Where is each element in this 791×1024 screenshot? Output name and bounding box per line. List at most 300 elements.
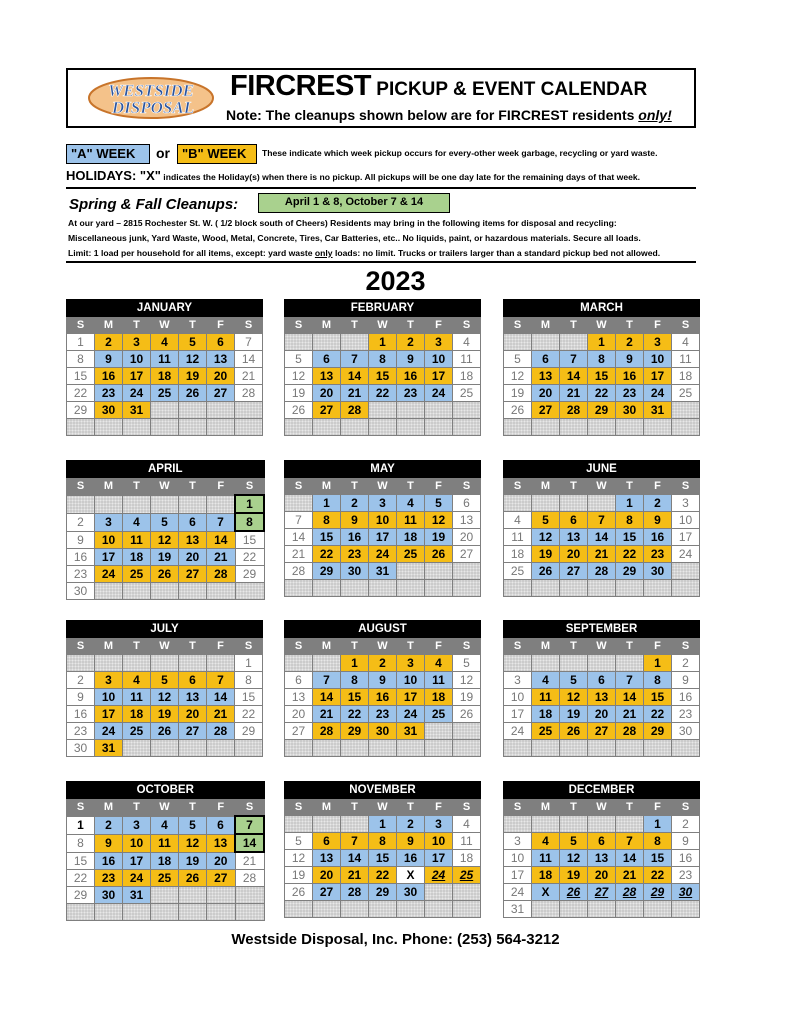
empty-cell (207, 495, 236, 513)
cleanup-dates-badge: April 1 & 8, October 7 & 14 (258, 193, 450, 213)
day-number: 5 (295, 834, 302, 848)
day-number: 18 (678, 369, 693, 383)
day-number: 26 (431, 547, 446, 561)
day-cell (207, 672, 235, 689)
day-number: 5 (435, 496, 442, 510)
weekday-header: S (504, 478, 532, 495)
weekday-header: S (285, 478, 313, 495)
day-number: 19 (459, 690, 474, 704)
day-number: 29 (242, 567, 257, 581)
day-cell (313, 833, 341, 850)
day-number: 3 (105, 673, 112, 687)
day-cell (672, 706, 700, 723)
day-cell (235, 672, 263, 689)
day-number: 1 (598, 335, 605, 349)
day-number: 17 (101, 550, 116, 564)
day-number: 10 (129, 836, 144, 850)
day-number: 21 (214, 550, 228, 564)
day-number: 28 (594, 564, 609, 578)
day-cell (616, 563, 644, 580)
day-number: 17 (678, 530, 693, 544)
day-number: 30 (73, 584, 88, 598)
day-cell (179, 672, 207, 689)
day-cell (425, 816, 453, 833)
day-cell (616, 529, 644, 546)
day-cell (235, 531, 264, 549)
day-number: 22 (242, 550, 257, 564)
empty-cell (67, 655, 95, 672)
day-number: 21 (622, 707, 637, 721)
day-number: 21 (319, 707, 334, 721)
day-cell (532, 833, 560, 850)
day-number: 5 (161, 673, 168, 687)
day-number: 9 (379, 673, 386, 687)
day-number: 13 (538, 369, 553, 383)
day-number: 2 (407, 817, 414, 831)
weekday-header: S (672, 638, 700, 655)
day-cell (207, 706, 235, 723)
day-cell (151, 870, 179, 887)
day-cell (588, 706, 616, 723)
day-number: 19 (431, 530, 446, 544)
weekday-header: T (397, 799, 425, 816)
day-number: 7 (351, 352, 358, 366)
day-cell (67, 689, 95, 706)
day-cell (532, 385, 560, 402)
day-number: 24 (129, 386, 144, 400)
day-number: 23 (622, 386, 637, 400)
day-number: 1 (246, 497, 253, 511)
day-number: 6 (463, 496, 470, 510)
day-number: 31 (129, 888, 144, 902)
empty-cell (397, 419, 425, 436)
empty-cell (588, 419, 616, 436)
day-number: 27 (319, 885, 334, 899)
day-cell (397, 850, 425, 867)
day-cell (369, 546, 397, 563)
day-cell (235, 706, 263, 723)
weekday-header: T (341, 799, 369, 816)
day-cell (285, 351, 313, 368)
empty-cell (207, 740, 235, 757)
day-cell (151, 816, 179, 834)
day-cell (67, 385, 95, 402)
day-number: 25 (510, 564, 525, 578)
day-number: 16 (403, 369, 418, 383)
day-number: 2 (351, 496, 358, 510)
day-cell (235, 816, 264, 834)
empty-cell (532, 816, 560, 833)
day-cell (672, 334, 700, 351)
day-cell (235, 655, 263, 672)
day-number: 9 (105, 352, 112, 366)
day-cell (369, 833, 397, 850)
empty-cell (207, 583, 236, 600)
day-number: 24 (510, 724, 525, 738)
weekday-header: T (616, 638, 644, 655)
day-number: 14 (594, 530, 609, 544)
day-cell (532, 546, 560, 563)
day-cell (313, 689, 341, 706)
weekday-header: T (179, 317, 207, 334)
day-number: 26 (185, 871, 200, 885)
day-number: 28 (319, 724, 334, 738)
empty-cell (453, 563, 481, 580)
day-cell (453, 495, 481, 512)
weekday-header: W (588, 317, 616, 334)
day-cell (425, 850, 453, 867)
empty-cell (151, 740, 179, 757)
day-number: 8 (379, 834, 386, 848)
day-number: 23 (73, 724, 88, 738)
day-cell (123, 513, 151, 531)
day-number: 28 (347, 885, 362, 899)
day-cell (616, 850, 644, 867)
day-cell (560, 706, 588, 723)
day-cell (644, 655, 672, 672)
day-cell (453, 351, 481, 368)
day-cell (207, 513, 236, 531)
day-number: 23 (678, 868, 693, 882)
day-cell (672, 850, 700, 867)
weekday-header: T (397, 478, 425, 495)
day-cell (123, 689, 151, 706)
weekday-header: W (151, 799, 179, 817)
day-cell (369, 351, 397, 368)
day-cell (453, 706, 481, 723)
empty-cell (504, 495, 532, 512)
day-cell (123, 334, 151, 351)
day-cell (313, 672, 341, 689)
day-number: 19 (510, 386, 525, 400)
day-number: 18 (157, 369, 172, 383)
day-number: 17 (510, 707, 525, 721)
empty-cell (285, 901, 313, 918)
day-cell (532, 850, 560, 867)
day-cell (67, 870, 95, 887)
empty-cell (313, 740, 341, 757)
day-number: 4 (542, 673, 549, 687)
empty-cell (179, 402, 207, 419)
day-cell (341, 655, 369, 672)
cleanup-note (226, 107, 672, 123)
day-cell (207, 531, 236, 549)
day-cell (644, 512, 672, 529)
day-cell (235, 495, 264, 513)
weekday-header: W (588, 478, 616, 495)
day-number: 18 (157, 853, 172, 868)
empty-cell (397, 740, 425, 757)
day-number: 24 (101, 724, 116, 738)
day-number: 8 (323, 513, 330, 527)
day-cell (453, 385, 481, 402)
day-cell (313, 546, 341, 563)
day-cell (397, 334, 425, 351)
day-cell (151, 566, 179, 583)
weekday-header: W (151, 638, 179, 655)
day-cell (285, 529, 313, 546)
day-number: 14 (622, 690, 637, 704)
day-number: 25 (129, 567, 144, 581)
day-number: 9 (682, 673, 689, 687)
day-number: 10 (129, 352, 144, 366)
day-number: 13 (213, 836, 228, 850)
month-name: JULY (67, 621, 263, 638)
empty-cell (532, 740, 560, 757)
day-cell (672, 529, 700, 546)
day-number: 8 (351, 673, 358, 687)
weekday-header: F (425, 638, 453, 655)
day-cell (285, 368, 313, 385)
empty-cell (313, 419, 341, 436)
day-number: 28 (214, 567, 228, 581)
day-cell (532, 706, 560, 723)
day-number: 17 (403, 690, 418, 704)
day-number: 1 (379, 817, 386, 831)
day-number: 24 (129, 871, 144, 885)
weekday-header: W (151, 317, 179, 334)
empty-cell (560, 580, 588, 597)
day-number: 13 (319, 369, 334, 383)
empty-cell (588, 740, 616, 757)
day-number: 21 (622, 868, 637, 882)
day-cell (453, 867, 481, 884)
day-number: 17 (510, 868, 525, 882)
day-cell (151, 672, 179, 689)
day-cell (95, 368, 123, 385)
day-cell (95, 816, 123, 834)
day-cell (644, 706, 672, 723)
day-cell (341, 672, 369, 689)
day-number: 25 (403, 547, 418, 561)
day-cell (560, 512, 588, 529)
weekday-header: S (504, 638, 532, 655)
day-cell (397, 655, 425, 672)
empty-cell (560, 334, 588, 351)
day-cell (341, 850, 369, 867)
empty-cell (504, 740, 532, 757)
day-cell (369, 563, 397, 580)
day-cell (588, 385, 616, 402)
day-cell (313, 351, 341, 368)
day-cell (588, 512, 616, 529)
day-number: 15 (242, 533, 257, 547)
empty-cell (672, 419, 700, 436)
day-cell (151, 513, 179, 531)
weekday-header: T (616, 799, 644, 816)
day-cell (672, 546, 700, 563)
weekday-header: S (453, 799, 481, 816)
day-cell (504, 867, 532, 884)
day-cell (95, 334, 123, 351)
day-cell (644, 334, 672, 351)
day-cell (341, 385, 369, 402)
day-number: 13 (566, 530, 581, 544)
weekday-header: S (285, 799, 313, 816)
day-cell (616, 546, 644, 563)
weekday-header: S (453, 478, 481, 495)
empty-cell (369, 419, 397, 436)
day-number: 7 (626, 834, 633, 848)
day-cell (588, 850, 616, 867)
day-number: 8 (246, 515, 253, 529)
weekday-header: S (453, 638, 481, 655)
day-number: 11 (511, 530, 524, 544)
day-cell (207, 549, 236, 566)
day-cell (179, 852, 207, 870)
day-number: 6 (217, 818, 224, 832)
day-number: 11 (432, 673, 445, 687)
day-cell (425, 512, 453, 529)
day-number: 20 (213, 369, 228, 383)
day-number: 8 (245, 673, 252, 687)
day-cell (151, 368, 179, 385)
day-cell (504, 385, 532, 402)
day-cell (588, 884, 616, 901)
day-number: 12 (566, 690, 581, 704)
day-number: 23 (375, 707, 390, 721)
day-cell (453, 672, 481, 689)
weekday-header: F (644, 478, 672, 495)
day-cell (644, 351, 672, 368)
day-number: 26 (566, 885, 581, 899)
day-cell (95, 834, 123, 852)
weekday-header: T (341, 317, 369, 334)
day-cell (588, 334, 616, 351)
day-number: 19 (157, 550, 172, 564)
empty-cell (313, 816, 341, 833)
day-cell (341, 529, 369, 546)
day-number: 23 (678, 707, 693, 721)
weekday-header: T (397, 638, 425, 655)
weekday-header: M (532, 799, 560, 816)
day-number: 18 (403, 530, 418, 544)
day-cell (95, 549, 123, 566)
empty-cell (504, 816, 532, 833)
month-february (284, 299, 481, 436)
weekday-header: S (67, 638, 95, 655)
empty-cell (672, 740, 700, 757)
day-cell (425, 672, 453, 689)
day-number: 12 (291, 851, 306, 865)
weekday-header: T (560, 317, 588, 334)
weekday-header: S (285, 638, 313, 655)
day-number: 13 (213, 352, 228, 366)
page-title (230, 70, 647, 103)
day-number: 4 (161, 818, 168, 832)
day-cell (588, 563, 616, 580)
day-cell (504, 546, 532, 563)
day-number: 11 (539, 690, 552, 704)
day-number: 12 (157, 690, 172, 704)
empty-cell (207, 904, 236, 921)
empty-cell (425, 723, 453, 740)
day-cell (616, 495, 644, 512)
day-number: 6 (323, 352, 330, 366)
day-number: 15 (650, 851, 665, 865)
day-cell (207, 870, 236, 887)
day-cell (532, 867, 560, 884)
day-number: 14 (242, 836, 257, 850)
day-cell (644, 546, 672, 563)
day-cell (453, 334, 481, 351)
day-cell (560, 833, 588, 850)
day-cell (560, 529, 588, 546)
empty-cell (235, 887, 264, 904)
day-number: 6 (323, 834, 330, 848)
day-number: 3 (435, 817, 442, 831)
day-number: X (406, 868, 415, 882)
empty-cell (179, 904, 207, 921)
title-fircrest: FIRCREST (230, 70, 371, 102)
day-number: 30 (375, 724, 390, 738)
day-cell (453, 529, 481, 546)
day-number: 5 (570, 834, 577, 848)
day-cell (453, 655, 481, 672)
day-cell (644, 495, 672, 512)
day-number: 8 (77, 836, 84, 850)
day-number: 19 (566, 868, 581, 882)
day-number: 10 (678, 513, 693, 527)
day-cell (644, 689, 672, 706)
day-number: 1 (379, 335, 386, 349)
day-cell (453, 512, 481, 529)
day-cell (588, 546, 616, 563)
day-cell (532, 563, 560, 580)
day-cell (95, 385, 123, 402)
day-cell (313, 495, 341, 512)
day-number: 16 (650, 530, 665, 544)
day-number: 15 (347, 690, 362, 704)
weekday-header: S (67, 478, 95, 496)
day-cell (313, 368, 341, 385)
empty-cell (235, 740, 263, 757)
day-number: 31 (510, 902, 525, 916)
day-number: 22 (594, 386, 609, 400)
day-cell (560, 672, 588, 689)
day-number: 20 (291, 707, 306, 721)
day-number: 12 (510, 369, 525, 383)
limit-only: only (314, 248, 333, 258)
day-cell (285, 512, 313, 529)
day-cell (313, 402, 341, 419)
day-cell (588, 867, 616, 884)
weekday-header: F (644, 799, 672, 816)
day-number: 18 (538, 868, 553, 882)
month-june (503, 460, 700, 597)
day-number: 12 (566, 851, 581, 865)
empty-cell (207, 887, 236, 904)
day-cell (504, 563, 532, 580)
day-cell (285, 689, 313, 706)
day-number: 15 (650, 690, 665, 704)
empty-cell (453, 419, 481, 436)
empty-cell (67, 495, 95, 513)
day-cell (588, 723, 616, 740)
cleanup-limit (68, 248, 660, 258)
day-cell (644, 867, 672, 884)
day-number: 13 (185, 532, 200, 547)
day-cell (151, 531, 179, 549)
day-number: 22 (650, 868, 665, 882)
day-cell (532, 512, 560, 529)
day-cell (425, 867, 453, 884)
day-number: 7 (351, 834, 358, 848)
month-march (503, 299, 700, 436)
day-cell (123, 706, 151, 723)
day-cell (588, 689, 616, 706)
empty-cell (560, 901, 588, 918)
